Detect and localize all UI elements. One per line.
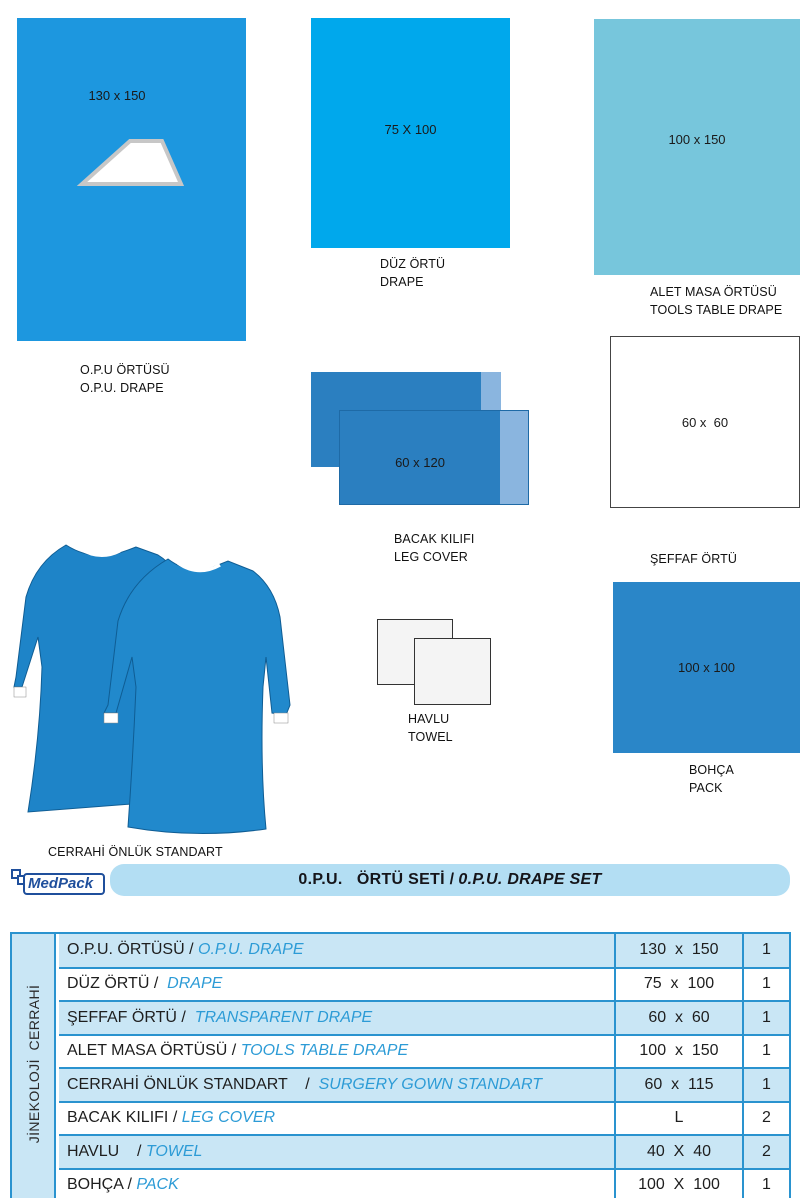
item-qty: 1 (743, 1068, 789, 1102)
table-row (59, 1169, 789, 1198)
transparent-drape-image (610, 336, 800, 508)
item-qty: 1 (743, 1035, 789, 1069)
item-qty: 1 (743, 1169, 789, 1198)
item-name: O.P.U. ÖRTÜSÜ / O.P.U. DRAPE (59, 934, 615, 968)
medpack-logo (10, 868, 108, 898)
leg-cover-caption: BACAK KILIFI LEG COVER (394, 532, 475, 564)
item-size: 60 x 115 (615, 1068, 743, 1102)
item-name: ŞEFFAF ÖRTÜ / TRANSPARENT DRAPE (59, 1001, 615, 1035)
item-name: CERRAHİ ÖNLÜK STANDART / SURGERY GOWN STANDART (59, 1068, 615, 1102)
item-name: BOHÇA / PACK (59, 1169, 615, 1198)
item-size: 100 X 100 (615, 1169, 743, 1198)
pack-caption: BOHÇA PACK (689, 763, 734, 795)
pack-dimension: 100 x 100 (677, 660, 736, 675)
item-qty: 1 (743, 934, 789, 968)
tools-table-drape-caption: ALET MASA ÖRTÜSÜ TOOLS TABLE DRAPE (650, 285, 783, 317)
table-row (59, 1068, 789, 1102)
table-row (59, 934, 789, 968)
item-qty: 2 (743, 1102, 789, 1136)
item-name: BACAK KILIFI / LEG COVER (59, 1102, 615, 1136)
medpack-logo-text: MedPack (28, 875, 94, 892)
item-size: L (615, 1102, 743, 1136)
item-name: HAVLU / TOWEL (59, 1135, 615, 1169)
category-column (12, 934, 56, 1198)
plain-drape-caption: DÜZ ÖRTÜ DRAPE (380, 257, 446, 289)
opu-drape-dimension: 130 x 150 (88, 88, 146, 103)
contents-table (10, 932, 791, 1198)
table-row (59, 1102, 789, 1136)
item-qty: 2 (743, 1135, 789, 1169)
category-label: JİNEKOLOJİ CERRAHİ (26, 984, 42, 1144)
set-title-en: 0.P.U. DRAPE SET (458, 871, 602, 888)
plain-drape-image (311, 18, 510, 248)
table-row (59, 1035, 789, 1069)
set-title-banner (110, 864, 790, 896)
pack-image (613, 582, 800, 753)
tools-table-drape-image (594, 19, 800, 275)
item-qty: 1 (743, 968, 789, 1002)
item-name: ALET MASA ÖRTÜSÜ / TOOLS TABLE DRAPE (59, 1035, 615, 1069)
surgical-gown-illustration (8, 537, 298, 842)
opu-drape-image (17, 18, 246, 341)
towel-caption: HAVLU TOWEL (408, 712, 453, 744)
item-size: 100 x 150 (615, 1035, 743, 1069)
item-size: 75 x 100 (615, 968, 743, 1002)
item-size: 40 X 40 (615, 1135, 743, 1169)
opu-window-shape (17, 18, 246, 341)
surgical-gown-caption: CERRAHİ ÖNLÜK STANDART (48, 845, 223, 859)
contents-table-grid (59, 934, 789, 1198)
item-qty: 1 (743, 1001, 789, 1035)
leg-cover-dimension: 60 x 120 (395, 455, 445, 470)
set-title-tr: 0.P.U. ÖRTÜ SETİ / (298, 871, 455, 888)
transparent-drape-dimension: 60 x 60 (681, 415, 729, 430)
plain-drape-dimension: 75 X 100 (384, 122, 437, 137)
towel-front-image (414, 638, 491, 705)
transparent-drape-caption: ŞEFFAF ÖRTÜ (650, 552, 737, 566)
table-row (59, 1135, 789, 1169)
leg-cover-front-image (339, 410, 529, 505)
table-row (59, 1001, 789, 1035)
item-size: 130 x 150 (615, 934, 743, 968)
tools-table-drape-dimension: 100 x 150 (668, 132, 726, 147)
item-name: DÜZ ÖRTÜ / DRAPE (59, 968, 615, 1002)
opu-drape-caption: O.P.U ÖRTÜSÜ O.P.U. DRAPE (80, 363, 170, 395)
table-row (59, 968, 789, 1002)
item-size: 60 x 60 (615, 1001, 743, 1035)
